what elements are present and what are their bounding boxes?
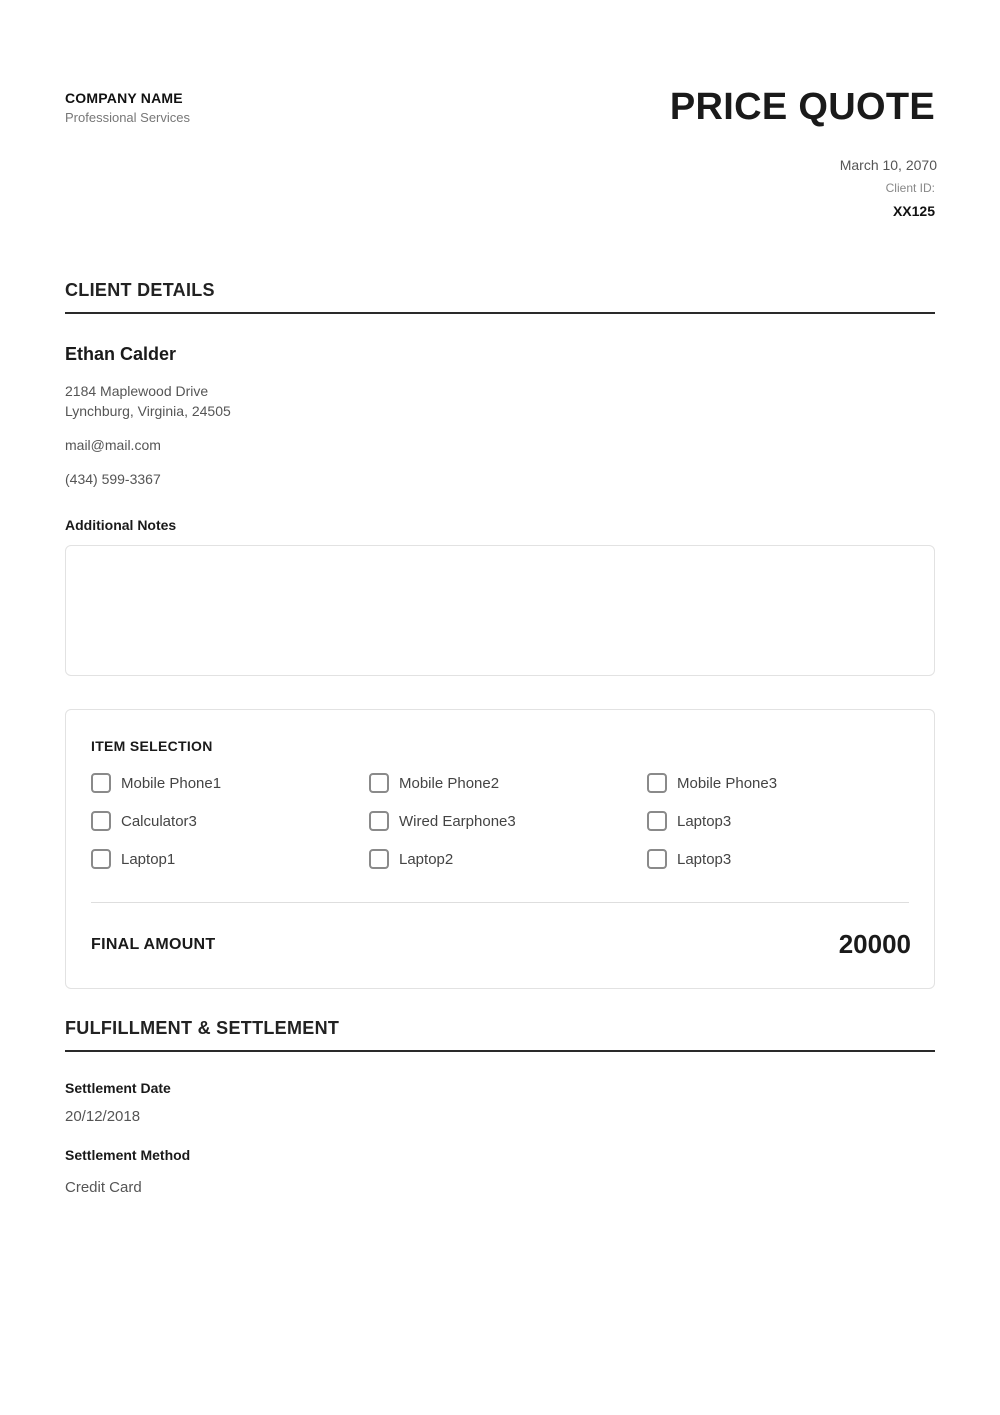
checkbox-icon[interactable]	[647, 849, 667, 869]
additional-notes-label: Additional Notes	[65, 517, 177, 533]
item-checkbox-laptop1[interactable]	[91, 848, 175, 870]
item-checkbox-mobile-phone3[interactable]	[647, 772, 777, 794]
company-name: COMPANY NAME	[65, 90, 183, 106]
settlement-date-label: Settlement Date	[65, 1080, 171, 1096]
checkbox-icon[interactable]	[369, 773, 389, 793]
fulfillment-heading: FULFILLMENT & SETTLEMENT	[65, 1018, 340, 1038]
item-label: Calculator3	[121, 812, 197, 830]
item-checkbox-mobile-phone1[interactable]	[91, 772, 221, 794]
item-checkbox-calculator3[interactable]	[91, 810, 197, 832]
settlement-method-label: Settlement Method	[65, 1147, 191, 1163]
item-label: Laptop3	[677, 850, 732, 868]
item-label: Laptop2	[399, 850, 454, 868]
checkbox-icon[interactable]	[647, 773, 667, 793]
checkbox-icon[interactable]	[91, 773, 111, 793]
settlement-date-value: 20/12/2018	[65, 1108, 141, 1125]
client-name: Ethan Calder	[65, 344, 177, 364]
item-label: Mobile Phone2	[399, 774, 500, 792]
client-details-heading: CLIENT DETAILS	[65, 280, 215, 300]
document-title: PRICE QUOTE	[669, 86, 935, 128]
client-address-line1: 2184 Maplewood Drive	[65, 383, 209, 399]
final-amount-label: FINAL AMOUNT	[91, 936, 216, 953]
client-email: mail@mail.com	[65, 437, 161, 453]
item-label: Laptop1	[121, 850, 176, 868]
item-checkbox-laptop3-b[interactable]	[647, 848, 731, 870]
client-id-label: Client ID:	[885, 181, 935, 195]
company-subtitle: Professional Services	[65, 110, 190, 125]
final-amount-value: 20000	[838, 929, 911, 959]
item-label: Laptop3	[677, 812, 732, 830]
item-label: Mobile Phone1	[121, 774, 222, 792]
item-selection-card	[65, 709, 935, 989]
item-label: Mobile Phone3	[677, 774, 778, 792]
settlement-method-value: Credit Card	[65, 1179, 142, 1196]
checkbox-icon[interactable]	[91, 811, 111, 831]
checkbox-icon[interactable]	[647, 811, 667, 831]
item-checkbox-laptop2[interactable]	[369, 848, 453, 870]
items-divider	[91, 902, 909, 903]
item-checkbox-laptop3-a[interactable]	[647, 810, 731, 832]
client-address-line2: Lynchburg, Virginia, 24505	[65, 403, 231, 419]
checkbox-icon[interactable]	[91, 849, 111, 869]
item-selection-heading: ITEM SELECTION	[91, 738, 213, 754]
quote-date: March 10, 2070	[839, 157, 937, 173]
item-label: Wired Earphone3	[399, 812, 516, 830]
additional-notes-field[interactable]	[65, 545, 935, 676]
item-checkbox-mobile-phone2[interactable]	[369, 772, 499, 794]
checkbox-icon[interactable]	[369, 811, 389, 831]
client-id-value: XX125	[892, 203, 935, 219]
checkbox-icon[interactable]	[369, 849, 389, 869]
section-divider	[65, 1050, 935, 1052]
document-header	[65, 0, 935, 240]
item-checkbox-wired-earphone3[interactable]	[369, 810, 516, 832]
section-divider	[65, 312, 935, 314]
client-phone: (434) 599-3367	[65, 471, 161, 487]
price-quote-document	[65, 0, 937, 1196]
